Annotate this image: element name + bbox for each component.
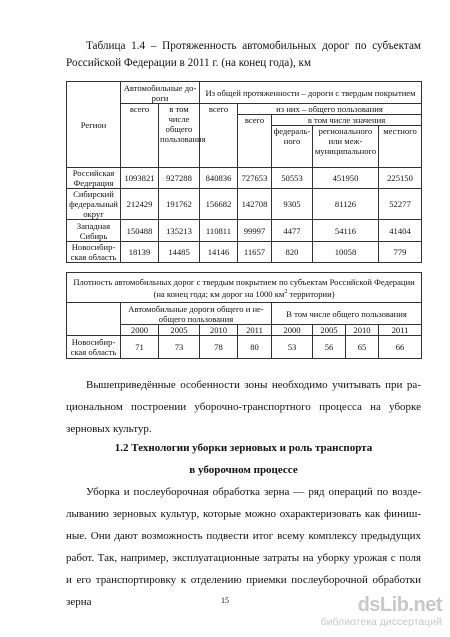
- cell: 10058: [313, 242, 379, 263]
- year-header: 2005: [159, 325, 200, 336]
- year-header: 2010: [200, 325, 238, 336]
- cell: 727653: [238, 168, 272, 189]
- cell: 14485: [159, 242, 200, 263]
- table-row: [67, 242, 422, 263]
- year-header: 2010: [346, 325, 379, 336]
- header-incl-common: в том числе общего пользования: [159, 104, 200, 168]
- header-regional: регионального или межмуниципального: [313, 126, 379, 168]
- year-header: 2005: [313, 325, 346, 336]
- road-density-table: [66, 272, 422, 359]
- header-region: Регион: [67, 82, 121, 168]
- page-number: 15: [221, 596, 229, 605]
- cell: 150488: [121, 220, 159, 242]
- cell: 927288: [159, 168, 200, 189]
- density-title: Плотность автомобильных дорог с твердым покрытием по субъектам Российской Федерации (на конец года; км дорог на 1000 $км^2$ территории): [67, 273, 422, 303]
- header-auto-roads: Автомобильные дороги: [121, 82, 200, 104]
- cell: 4477: [272, 220, 313, 242]
- year-header: 2011: [379, 325, 422, 336]
- cell: 820: [272, 242, 313, 263]
- header-region-blank: [67, 303, 121, 336]
- cell: 14146: [200, 242, 238, 263]
- cell: 52277: [379, 189, 422, 220]
- paragraph-zone-features: Вышеприведённые особенности зоны необходимо учитывать при рациональном построении уборочно-транспортного процесса на уборке зерновых культур.: [66, 379, 421, 435]
- row-region: Сибирский федеральный округ: [67, 189, 121, 220]
- cell: 225150: [379, 168, 422, 189]
- table-caption: Таблица 1.4 – Протяженность автомобильных дорог по субъектам Российской Федерации в 2011 г. (на конец года), км: [66, 40, 421, 69]
- cell: 212429: [121, 189, 159, 220]
- header-of-them-common: из них – общего пользования: [238, 104, 422, 115]
- cell: 135213: [159, 220, 200, 242]
- cell: 41404: [379, 220, 422, 242]
- year-header: 2000: [272, 325, 313, 336]
- cell: 11657: [238, 242, 272, 263]
- cell: 1093821: [121, 168, 159, 189]
- table-row: [67, 168, 422, 189]
- header-total-2: всего: [200, 104, 238, 168]
- cell: 50553: [272, 168, 313, 189]
- cell: 66: [379, 336, 422, 359]
- cell: 9305: [272, 189, 313, 220]
- row-region: Западная Сибирь: [67, 220, 121, 242]
- section-heading: 1.2 Технологии уборки зерновых и роль транспорта в уборочном процессе: [114, 442, 373, 476]
- row-region: Новосибирская область: [67, 242, 121, 263]
- header-hard-surface: Из общей протяженности – дороги с твердым покрытием: [200, 82, 422, 104]
- cell: 18139: [121, 242, 159, 263]
- cell: 71: [121, 336, 159, 359]
- row-region: Новосибирская область: [67, 336, 121, 359]
- year-header: 2000: [121, 325, 159, 336]
- cell: 81126: [313, 189, 379, 220]
- road-length-table: [66, 81, 422, 263]
- header-local: местного: [379, 126, 422, 168]
- watermark-logo: dsLib.net библиотека диссертаций: [320, 594, 442, 628]
- cell: 191762: [159, 189, 200, 220]
- row-region: Российская Федерация: [67, 168, 121, 189]
- header-incl-common: В том числе общего пользования: [272, 303, 422, 325]
- header-federal: федерального: [272, 126, 313, 168]
- table-row: [67, 189, 422, 220]
- cell: 110811: [200, 220, 238, 242]
- cell: 779: [379, 242, 422, 263]
- table-row: [67, 220, 422, 242]
- header-auto-all: Автомобильные дороги общего и необщего пользования: [121, 303, 272, 325]
- cell: 54116: [313, 220, 379, 242]
- cell: 142708: [238, 189, 272, 220]
- table-row: [67, 336, 422, 359]
- cell: 53: [272, 336, 313, 359]
- header-incl-value: в том числе значения: [272, 115, 422, 126]
- cell: 80: [238, 336, 272, 359]
- paragraph-harvesting: Уборка и послеуборочная обработка зерна — ряд операций по возделыванию зерновых культур, которые можно охарактеризовать как финишные. Они дают возможность подвести итог всему комплексу предыдущих работ. Так, например, эксплуатационные затраты на уборку урожая с поля и его транспортировку к отделению приемки послеуборочной обработки зерна: [66, 486, 421, 608]
- header-total: всего: [121, 104, 159, 168]
- header-total-3: всего: [238, 115, 272, 168]
- cell: 73: [159, 336, 200, 359]
- cell: 56: [313, 336, 346, 359]
- year-header: 2011: [238, 325, 272, 336]
- cell: 99997: [238, 220, 272, 242]
- cell: 840836: [200, 168, 238, 189]
- cell: 78: [200, 336, 238, 359]
- cell: 451950: [313, 168, 379, 189]
- cell: 156682: [200, 189, 238, 220]
- cell: 65: [346, 336, 379, 359]
